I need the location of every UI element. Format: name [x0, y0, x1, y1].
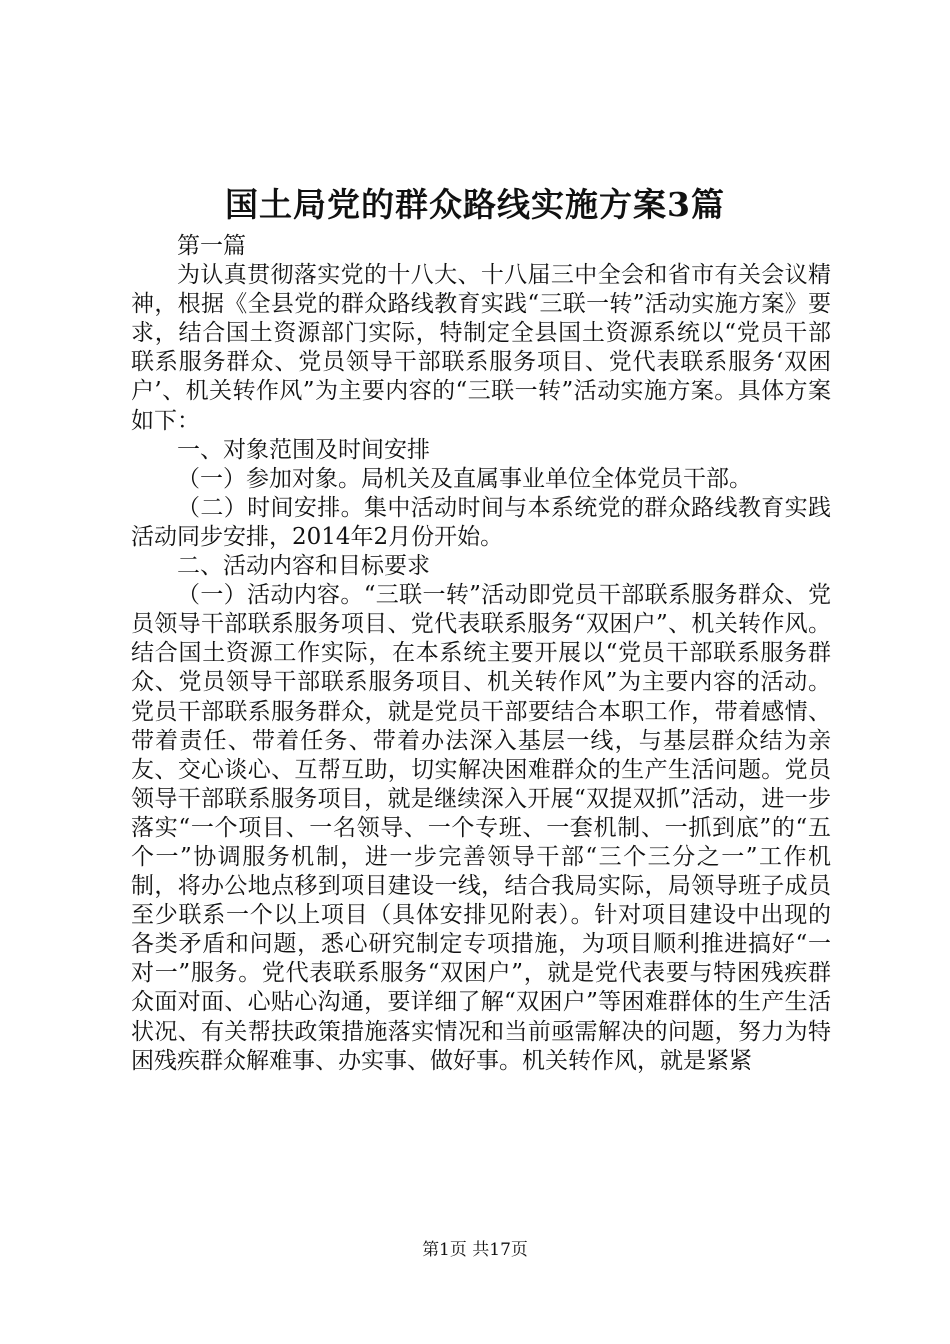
section-heading-first: 第一篇 [177, 233, 246, 259]
participants-paragraph: （一）参加对象。局机关及直属事业单位全体党员干部。 [177, 465, 752, 492]
document-title: 国土局党的群众路线实施方案3篇 [225, 185, 725, 224]
intro-paragraph: 为认真贯彻落实党的十八大、十八届三中全会和省市有关会议精神，根据《全县党的群众路线教育实践“三联一转”活动实施方案》要求，结合国土资源部门实际，特制定全县国土资源系统以“党员干部联系服务群众、党员领导干部联系服务项目、党代表联系服务‘双困户’、机关转作风”为主要内容的“三联一转”活动实施方案。具体方案如下： [131, 262, 831, 434]
section-heading-scope: 一、对象范围及时间安排 [177, 436, 430, 463]
document-body [131, 232, 831, 1076]
section-heading-content: 二、活动内容和目标要求 [177, 553, 430, 580]
schedule-paragraph: （二）时间安排。集中活动时间与本系统党的群众路线教育实践活动同步安排，2014年2月份开始。 [131, 494, 831, 550]
page-footer: 第1页 共17页 [422, 1240, 528, 1260]
activity-content-paragraph: （一）活动内容。“三联一转”活动即党员干部联系服务群众、党员领导干部联系服务项目、党代表联系服务“双困户”、机关转作风。结合国土资源工作实际，在本系统主要开展以“党员干部联系服务群众、党员领导干部联系服务项目、机关转作风”为主要内容的活动。党员干部联系服务群众，就是党员干部要结合本职工作，带着感情、带着责任、带着任务、带着办法深入基层一线，与基层群众结为亲友、交心谈心、互帮互助，切实解决困难群众的生产生活问题。党员领导干部联系服务项目，就是继续深入开展“双提双抓”活动，进一步落实“一个项目、一名领导、一个专班、一套机制、一抓到底”的“五个一”协调服务机制，进一步完善领导干部“三个三分之一”工作机制，将办公地点移到项目建设一线，结合我局实际，局领导班子成员至少联系一个以上项目（具体安排见附表）。针对项目建设中出现的各类矛盾和问题，悉心研究制定专项措施，为项目顺利推进搞好“一对一”服务。党代表联系服务“双困户”，就是党代表要与特困残疾群众面对面、心贴心沟通，要详细了解“双困户”等困难群体的生产生活状况、有关帮扶政策措施落实情况和当前亟需解决的问题，努力为特困残疾群众解难事、办实事、做好事。机关转作风，就是紧紧 [131, 582, 831, 1074]
